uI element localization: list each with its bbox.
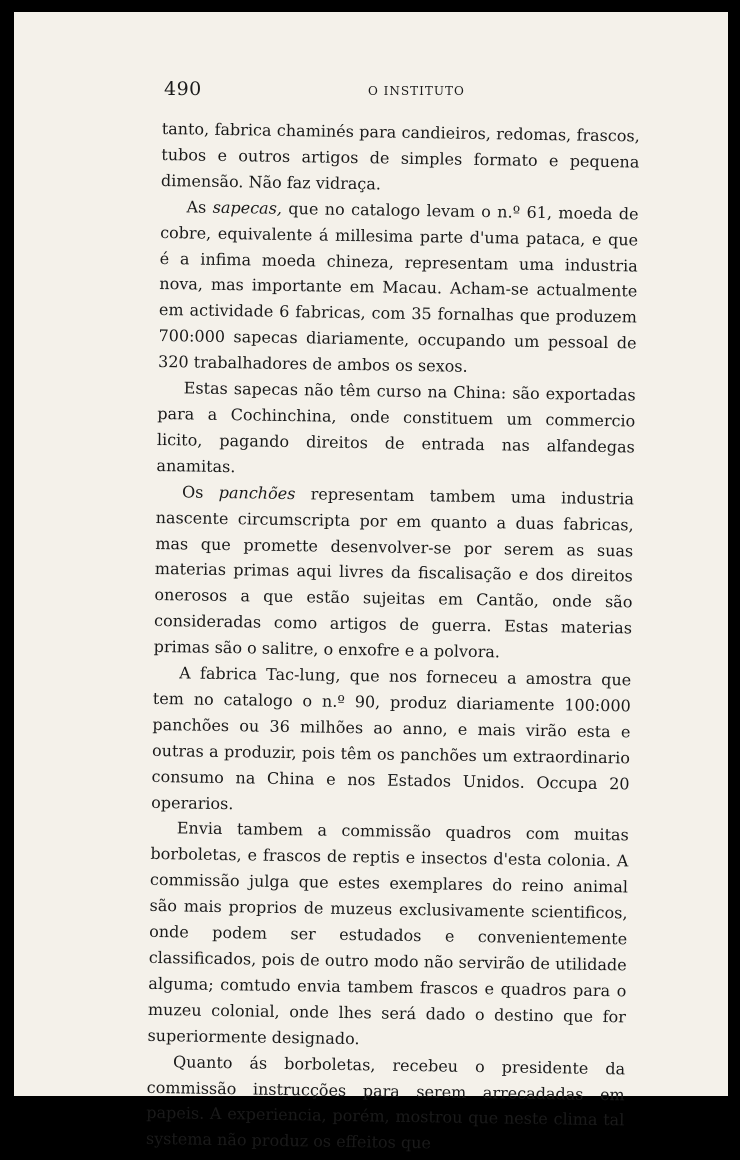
term-sapecas: sapecas,: [212, 197, 283, 218]
paragraph-2: [158, 194, 639, 383]
paragraph-1: tanto, fabrica chaminés para candieiros, redomas, frascos, tubos e outros artigos de simples formato e pequena dimensão. Não faz vidraça.: [160, 118, 640, 194]
body-text: [146, 116, 640, 1160]
paragraph-2-rest: que no catalogo levam o n.º 61, moeda de cobre, equivalente á millesima parte d'uma pataca, e que é a infima moeda chineza, representam uma industria nova, mas importante em Macau. Acham-se actualmente em actividade 6 fabricas, com 35 fornalhas que produzem 700:000 sapecas diariamente, occupando um pessoal de 320 trabalhadores de ambos os sexos.: [157, 198, 639, 376]
page-number: 490: [164, 78, 202, 100]
paragraph-3: Estas sapecas não têm curso na China: são exportadas para a Cochinchina, onde constituem um commercio licito, pagando direitos de entrada nas alfandegas anamitas.: [156, 378, 636, 476]
page-header: [164, 78, 639, 108]
paragraph-4-rest: representam tambem uma industria nascente circumscripta por em quanto a duas fabricas, mas que promette desenvolver-se por serem as suas materias primas aqui livres da fiscalisação e dos direitos onerosos a que estão sujeitas em Cantão, onde são consideradas como artigos de guerra. Estas materias primas são o salitre, o enxofre e a polvora.: [153, 483, 635, 662]
paragraph-4: [153, 479, 634, 668]
paragraph-7: Quanto ás borboletas, recebeu o presidente da commissão instrucções para serem arrecadadas em papeis. A experiencia, porém, mostrou que neste clima tal systema não produz os effeitos que: [145, 1051, 626, 1153]
paragraph-5: A fabrica Tac-lung, que nos forneceu a amostra que tem no catalogo o n.º 90, produz diariamente 100:000 panchões ou 36 milhões ao anno, e mais virão esta e outras a produzir, pois têm os panchões um extraordinario consumo na China e nos Estados Unidos. Occupa 20 operarios.: [151, 663, 632, 813]
paragraph-2-lead: As: [186, 197, 213, 217]
running-head: O INSTITUTO: [368, 84, 465, 98]
term-panchoes: panchões: [218, 482, 296, 503]
book-page: [14, 12, 728, 1153]
paragraph-6: Envia tambem a commissão quadros com muitas borboletas, e frascos de reptis e insectos d'esta colonia. A commissão julga que estes exemplares do reino animal são mais proprios de muzeus exclusivamente scientificos, onde podem ser estudados e convenientemente classificados, pois de outro modo não servirão de utilidade alguma; comtudo envia tambem frascos e quadros para o muzeu colonial, onde lhes será dado o destino que for superiormente designado.: [147, 818, 629, 1048]
paragraph-4-lead: Os: [181, 482, 219, 502]
